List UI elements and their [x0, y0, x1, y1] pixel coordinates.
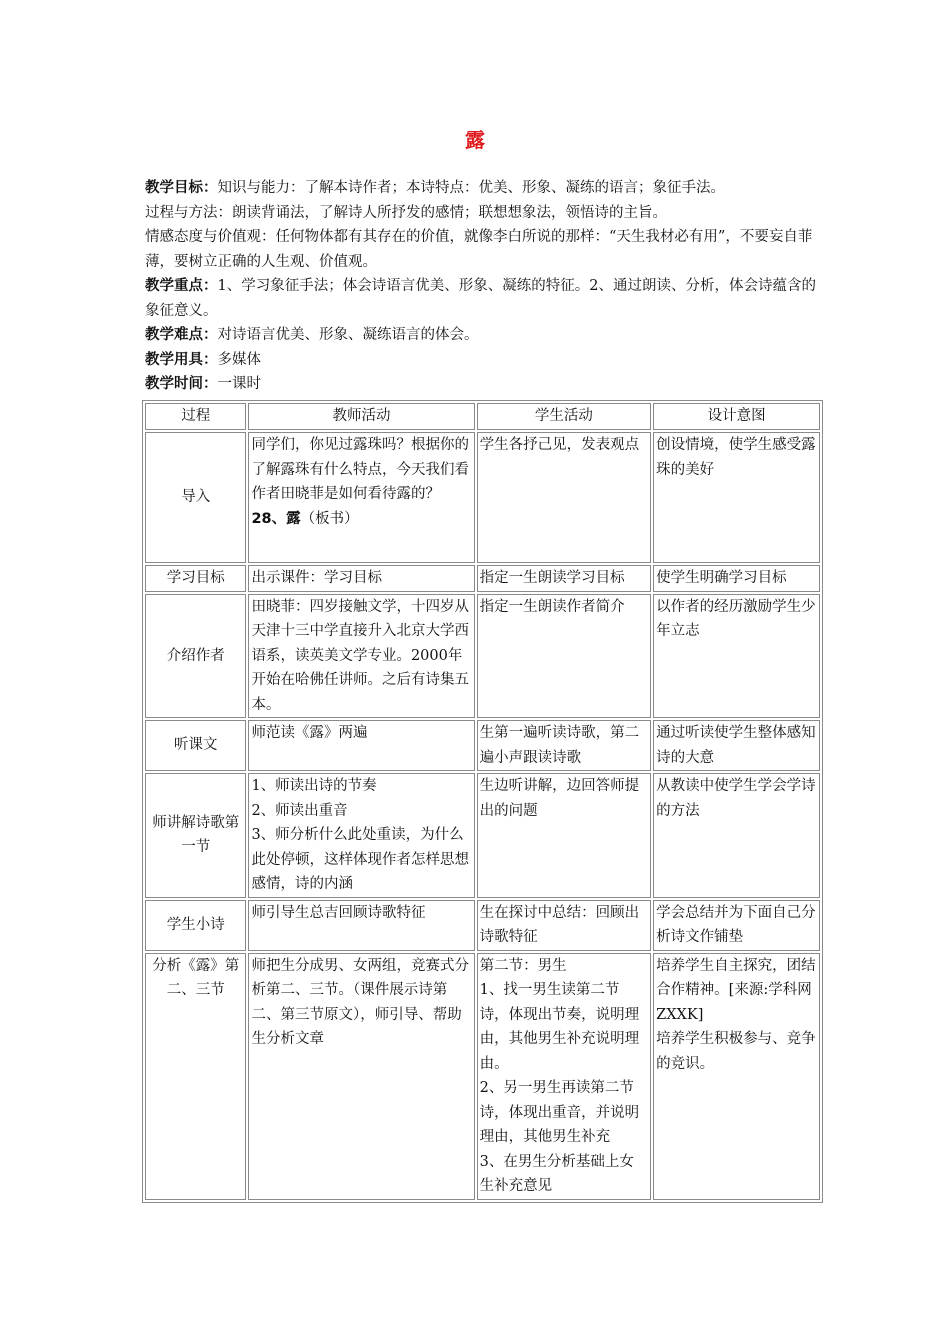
board-note — [251, 507, 471, 532]
tools-label: 教学用具： — [145, 351, 218, 368]
process-cell: 介绍作者 — [145, 594, 246, 719]
process-cell: 学生小诗 — [145, 900, 246, 951]
teacher-cell: 师范读《露》两遍 — [248, 720, 474, 771]
intent-line: 培养学生自主探究，团结合作精神。[来源:学科网ZXXK] — [656, 957, 816, 1023]
student-line: 第二节：男生 — [479, 957, 567, 974]
difficulty-text: 对诗语言优美、形象、凝练语言的体会。 — [217, 327, 479, 343]
time-label: 教学时间： — [145, 376, 218, 392]
goal-label: 教学目标： — [145, 180, 218, 196]
table-header-row — [145, 403, 820, 430]
process-cell: 听课文 — [145, 720, 246, 771]
header-intent: 设计意图 — [653, 403, 820, 430]
board-title: 28、露 — [251, 510, 301, 527]
student-line: 3、在男生分析基础上女生补充意见 — [479, 1153, 634, 1194]
intent-line: 培养学生积极参与、竞争的竞识。 — [656, 1031, 816, 1072]
process-cell: 导入 — [145, 432, 246, 563]
student-cell: 生在探讨中总结：回顾出诗歌特征 — [477, 900, 652, 951]
table-row — [145, 953, 820, 1200]
board-extra: （板书） — [300, 510, 359, 527]
teacher-cell: 出示课件：学习目标 — [248, 565, 474, 592]
intent-cell: 使学生明确学习目标 — [653, 565, 820, 592]
tools-text: 多媒体 — [217, 351, 261, 368]
teaching-tools — [145, 348, 817, 373]
teaching-time — [145, 372, 817, 397]
table-row — [145, 900, 820, 951]
teacher-line: 1、师读出诗的节奏 — [251, 778, 377, 794]
key-label: 教学重点： — [145, 278, 218, 294]
table-row — [145, 565, 820, 592]
table-row — [145, 594, 820, 719]
page-title: 露 — [465, 128, 485, 152]
student-cell: 生第一遍听读诗歌，第二遍小声跟读诗歌 — [477, 720, 652, 771]
time-text: 一课时 — [217, 376, 261, 392]
student-cell: 指定一生朗读学习目标 — [477, 565, 652, 592]
process-cell: 师讲解诗歌第一节 — [145, 773, 246, 898]
teacher-cell: 师把生分成男、女两组，竞赛式分析第二、三节。（课件展示诗第二、第三节原文），师引导、帮助生分析文章 — [248, 953, 474, 1200]
table-row — [145, 432, 820, 563]
difficulty-label: 教学难点： — [145, 327, 218, 343]
key-text: 1、学习象征手法；体会诗语言优美、形象、凝练的特征。2、通过朗读、分析，体会诗蕴含的象征意义。 — [145, 278, 816, 319]
header-student: 学生活动 — [477, 403, 652, 430]
teacher-cell: 田晓菲：四岁接触文学，十四岁从天津十三中学直接升入北京大学西语系，读英美文学专业。2000年开始在哈佛任讲师。之后有诗集五本。 — [248, 594, 474, 719]
table-row — [145, 773, 820, 898]
teaching-difficulty — [145, 323, 817, 348]
teacher-cell — [248, 432, 474, 563]
student-line: 1、找一男生读第二节诗，体现出节奏，说明理由，其他男生补充说明理由。 — [479, 982, 640, 1072]
intent-cell: 学会总结并为下面自己分析诗文作铺垫 — [653, 900, 820, 951]
teaching-key — [145, 274, 817, 323]
lesson-plan-table — [142, 400, 823, 1203]
header-process: 过程 — [145, 403, 246, 430]
intent-cell: 创设情境，使学生感受露珠的美好 — [653, 432, 820, 563]
intent-cell: 通过听读使学生整体感知诗的大意 — [653, 720, 820, 771]
values-attitude: 情感态度与价值观：任何物体都有其存在的价值，就像李白所说的那样：“天生我材必有用”，不要妄自菲薄，要树立正确的人生观、价值观。 — [145, 229, 813, 270]
teacher-line: 3、师分析什么此处重读，为什么此处停顿，这样体现作者怎样思想感情，诗的内涵 — [251, 827, 469, 892]
student-cell: 指定一生朗读作者简介 — [477, 594, 652, 719]
lesson-intro — [145, 176, 817, 397]
teacher-cell — [248, 773, 474, 898]
process-cell: 学习目标 — [145, 565, 246, 592]
intent-cell: 从教读中使学生学会学诗的方法 — [653, 773, 820, 898]
student-cell: 生边听讲解，边回答师提出的问题 — [477, 773, 652, 898]
process-cell: 分析《露》第二、三节 — [145, 953, 246, 1200]
intent-cell: 以作者的经历激励学生少年立志 — [653, 594, 820, 719]
student-line: 2、另一男生再读第二节诗，体现出重音，并说明理由，其他男生补充 — [479, 1080, 640, 1145]
process-method: 过程与方法：朗读背诵法，了解诗人所抒发的感情；联想想象法，领悟诗的主旨。 — [145, 204, 667, 221]
goal-text: 知识与能力：了解本诗作者；本诗特点：优美、形象、凝练的语言；象征手法。 — [217, 180, 725, 196]
teaching-goal — [145, 176, 817, 201]
header-teacher: 教师活动 — [248, 403, 474, 430]
teacher-text: 同学们，你见过露珠吗？根据你的了解露珠有什么特点，今天我们看作者田晓菲是如何看待露的？ — [251, 437, 469, 502]
student-cell: 学生各抒己见，发表观点 — [477, 432, 652, 563]
teacher-cell: 师引导生总吉回顾诗歌特征 — [248, 900, 474, 951]
table-row — [145, 720, 820, 771]
intent-cell — [653, 953, 820, 1200]
teacher-line: 2、师读出重音 — [251, 802, 348, 819]
student-cell — [477, 953, 652, 1200]
